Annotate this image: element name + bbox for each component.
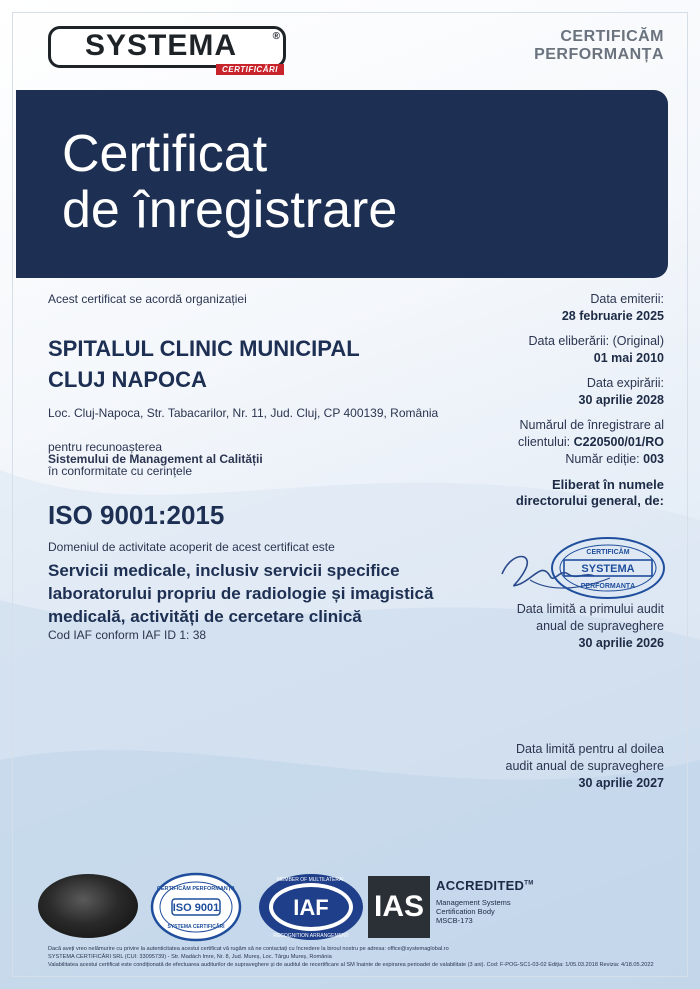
corner-tagline-line2: PERFORMANȚA	[534, 46, 664, 63]
edition-value: 003	[643, 452, 664, 466]
corner-tagline	[534, 28, 664, 64]
logo-brand: SYSTEMA	[84, 29, 238, 62]
expiry-date-label: Data expirării:	[586, 376, 664, 390]
audit1-line2: anual de supraveghere	[536, 619, 664, 633]
embossed-seal	[38, 874, 138, 938]
accredited-text: ACCREDITED	[436, 878, 525, 893]
stamp-brand: SYSTEMA	[581, 563, 635, 575]
iaf-text: IAF	[293, 895, 329, 920]
organization-name-line1: SPITALUL CLINIC MUNICIPAL	[48, 336, 360, 361]
stamp-top-text: CERTIFICĂM	[586, 549, 630, 556]
issued-by-line2: directorului general, de:	[515, 493, 664, 508]
ias-accredited-badge	[368, 872, 588, 942]
ias-logo: IAS	[368, 876, 430, 938]
original-date-value: 01 mai 2010	[593, 351, 664, 365]
audit1-line1: Data limită a primului audit	[516, 602, 664, 616]
accredited-tm: TM	[524, 880, 534, 887]
registration-value: C220500/01/RO	[573, 435, 664, 449]
scope-line1: Servicii medicale, inclusiv servicii specifice	[48, 561, 400, 580]
edition-label: Număr ediție:	[565, 452, 640, 466]
issue-date-value: 28 februarie 2025	[561, 309, 664, 323]
iso-badge-bottom: SYSTEMA CERTIFICĂRI	[167, 924, 225, 930]
scope-intro: Domeniul de activitate acoperit de acest certificat este	[48, 540, 335, 554]
registration-line	[518, 435, 664, 449]
logo-registered-mark: ®	[272, 31, 280, 42]
original-date-label: Data eliberării: (Original)	[528, 334, 664, 348]
issued-by-line1: Eliberat în numele	[552, 477, 664, 492]
iaf-ring-bottom: RECOGNITION ARRANGEMENT	[273, 933, 349, 939]
signature-and-stamp	[490, 532, 670, 612]
title-banner	[16, 90, 668, 278]
scope-line3: medicală, activități de cercetare clinică	[48, 607, 362, 626]
audit2-line1: Data limită pentru al doilea	[516, 742, 664, 756]
scope-line2: laboratorului propriu de radiologie și imagistică	[48, 584, 434, 603]
ias-sub-line3: MSCB-173	[436, 916, 473, 925]
iso-badge-label: ISO 9001	[172, 902, 220, 914]
accredited-label	[436, 878, 534, 893]
iso-badge-top: CERTIFICĂM PERFORMANȚA	[156, 886, 236, 892]
systema-logo	[48, 26, 288, 78]
fine-print-line1: Dacă aveți vreo nelămurire cu privire la autenticitatea acestui certificat vă rugăm să ne contactați cu încredere la biroul nostru pe adresa: office@systemaglobal.ro	[48, 946, 449, 952]
accreditation-badges	[38, 872, 668, 942]
recognition-line2: Sistemului de Management al Calității	[48, 452, 263, 466]
organization-address: Loc. Cluj-Napoca, Str. Tabacarilor, Nr. 11, Jud. Cluj, CP 400139, România	[48, 406, 439, 420]
iaf-ring-top: MEMBER OF MULTILATERAL	[276, 877, 346, 883]
ias-sub-line1: Management Systems	[436, 898, 511, 907]
fine-print-line2: SYSTEMA CERTIFICĂRI SRL (CUI: 33095739) - Str. Madách Imre, Nr. 8, Jud. Mureș, Loc. Târgu Mureș, România	[48, 954, 332, 960]
registration-label: Numărul de înregistrare al	[519, 418, 664, 432]
audit2-line2: audit anual de supraveghere	[505, 759, 664, 773]
stamp-bottom-text: PERFORMANȚA	[580, 583, 636, 590]
recognition-line3: în conformitate cu cerințele	[48, 464, 193, 478]
intro-text: Acest certificat se acordă organizației	[48, 292, 247, 306]
ias-sub-line2: Certification Body	[436, 907, 495, 916]
issue-date-label: Data emiterii:	[590, 292, 664, 306]
fine-print-line3: Valabilitatea acestui certificat este condiționată de efectuarea auditurilor de supraveghere și de auditul de recertificare al SM înainte de expirarea perioadei de valabilitate (3 ani). Cod: F-POG-SC1-03-02 Ediția: 1/05.03.2018 Revizia: 4/18.05.2022	[48, 962, 654, 968]
recognition-line1: pentru recunoașterea	[48, 440, 163, 454]
title-line2: de înregistrare	[62, 181, 398, 239]
audit2-date: 30 aprilie 2027	[578, 776, 664, 790]
standard-name: ISO 9001:2015	[48, 500, 225, 530]
title-line1: Certificat	[62, 125, 268, 183]
audit1-date: 30 aprilie 2026	[578, 636, 664, 650]
organization-name-line2: CLUJ NAPOCA	[48, 367, 207, 392]
expiry-date-value: 30 aprilie 2028	[578, 393, 664, 407]
logo-subtitle: CERTIFICĂRI	[216, 64, 284, 75]
iso-9001-badge	[150, 872, 242, 942]
edition-line	[565, 452, 664, 466]
registration-client-label: clientului:	[518, 435, 571, 449]
iaf-code: Cod IAF conform IAF ID 1: 38	[48, 628, 207, 642]
iaf-badge	[256, 872, 366, 942]
corner-tagline-line1: CERTIFICĂM	[560, 28, 664, 45]
